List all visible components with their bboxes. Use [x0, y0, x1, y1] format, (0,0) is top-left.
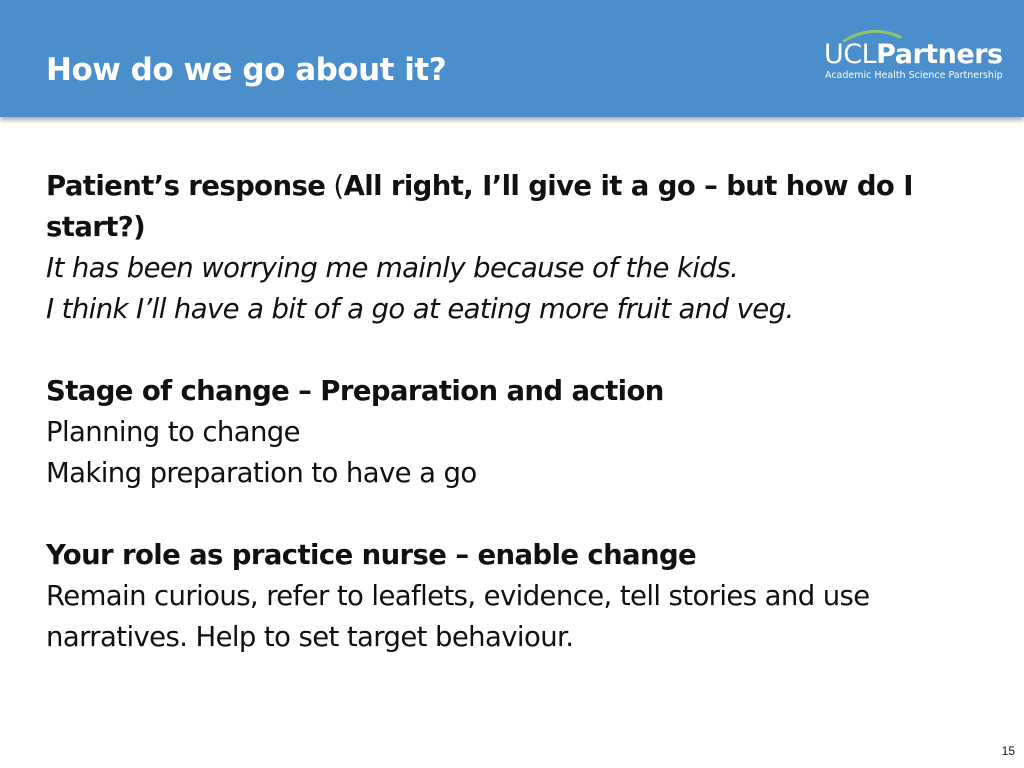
body-line: narratives. Help to set target behaviour.: [46, 621, 574, 653]
body-line: Making preparation to have a go: [46, 457, 477, 489]
section-heading: Your role as practice nurse – enable change: [46, 539, 697, 571]
logo-tagline: Academic Health Science Partnership: [825, 70, 1003, 81]
heading-patient-response: Patient’s response: [46, 170, 326, 202]
section-heading: Stage of change – Preparation and action: [46, 375, 664, 407]
body-line: I think I’ll have a bit of a go at eating more fruit and veg.: [46, 293, 794, 325]
logo-wordmark: [824, 40, 1003, 70]
slide-body: [46, 166, 986, 658]
header-bar: [0, 0, 1024, 117]
page-number: 15: [1001, 744, 1015, 758]
body-line: It has been worrying me mainly because of the kids.: [46, 252, 739, 284]
logo-name-light: UCL: [824, 39, 877, 70]
slide-title: How do we go about it?: [46, 52, 447, 88]
body-line: Planning to change: [46, 416, 300, 448]
body-line: Remain curious, refer to leaflets, evidence, tell stories and use: [46, 580, 870, 612]
ucl-partners-logo: [824, 28, 1003, 84]
heading-patient-quote: All right, I’ll give it a go – but how do I start?): [46, 170, 913, 243]
logo-name-bold: Partners: [876, 39, 1003, 70]
section-heading: [46, 166, 986, 248]
heading-paren: (: [325, 170, 344, 202]
